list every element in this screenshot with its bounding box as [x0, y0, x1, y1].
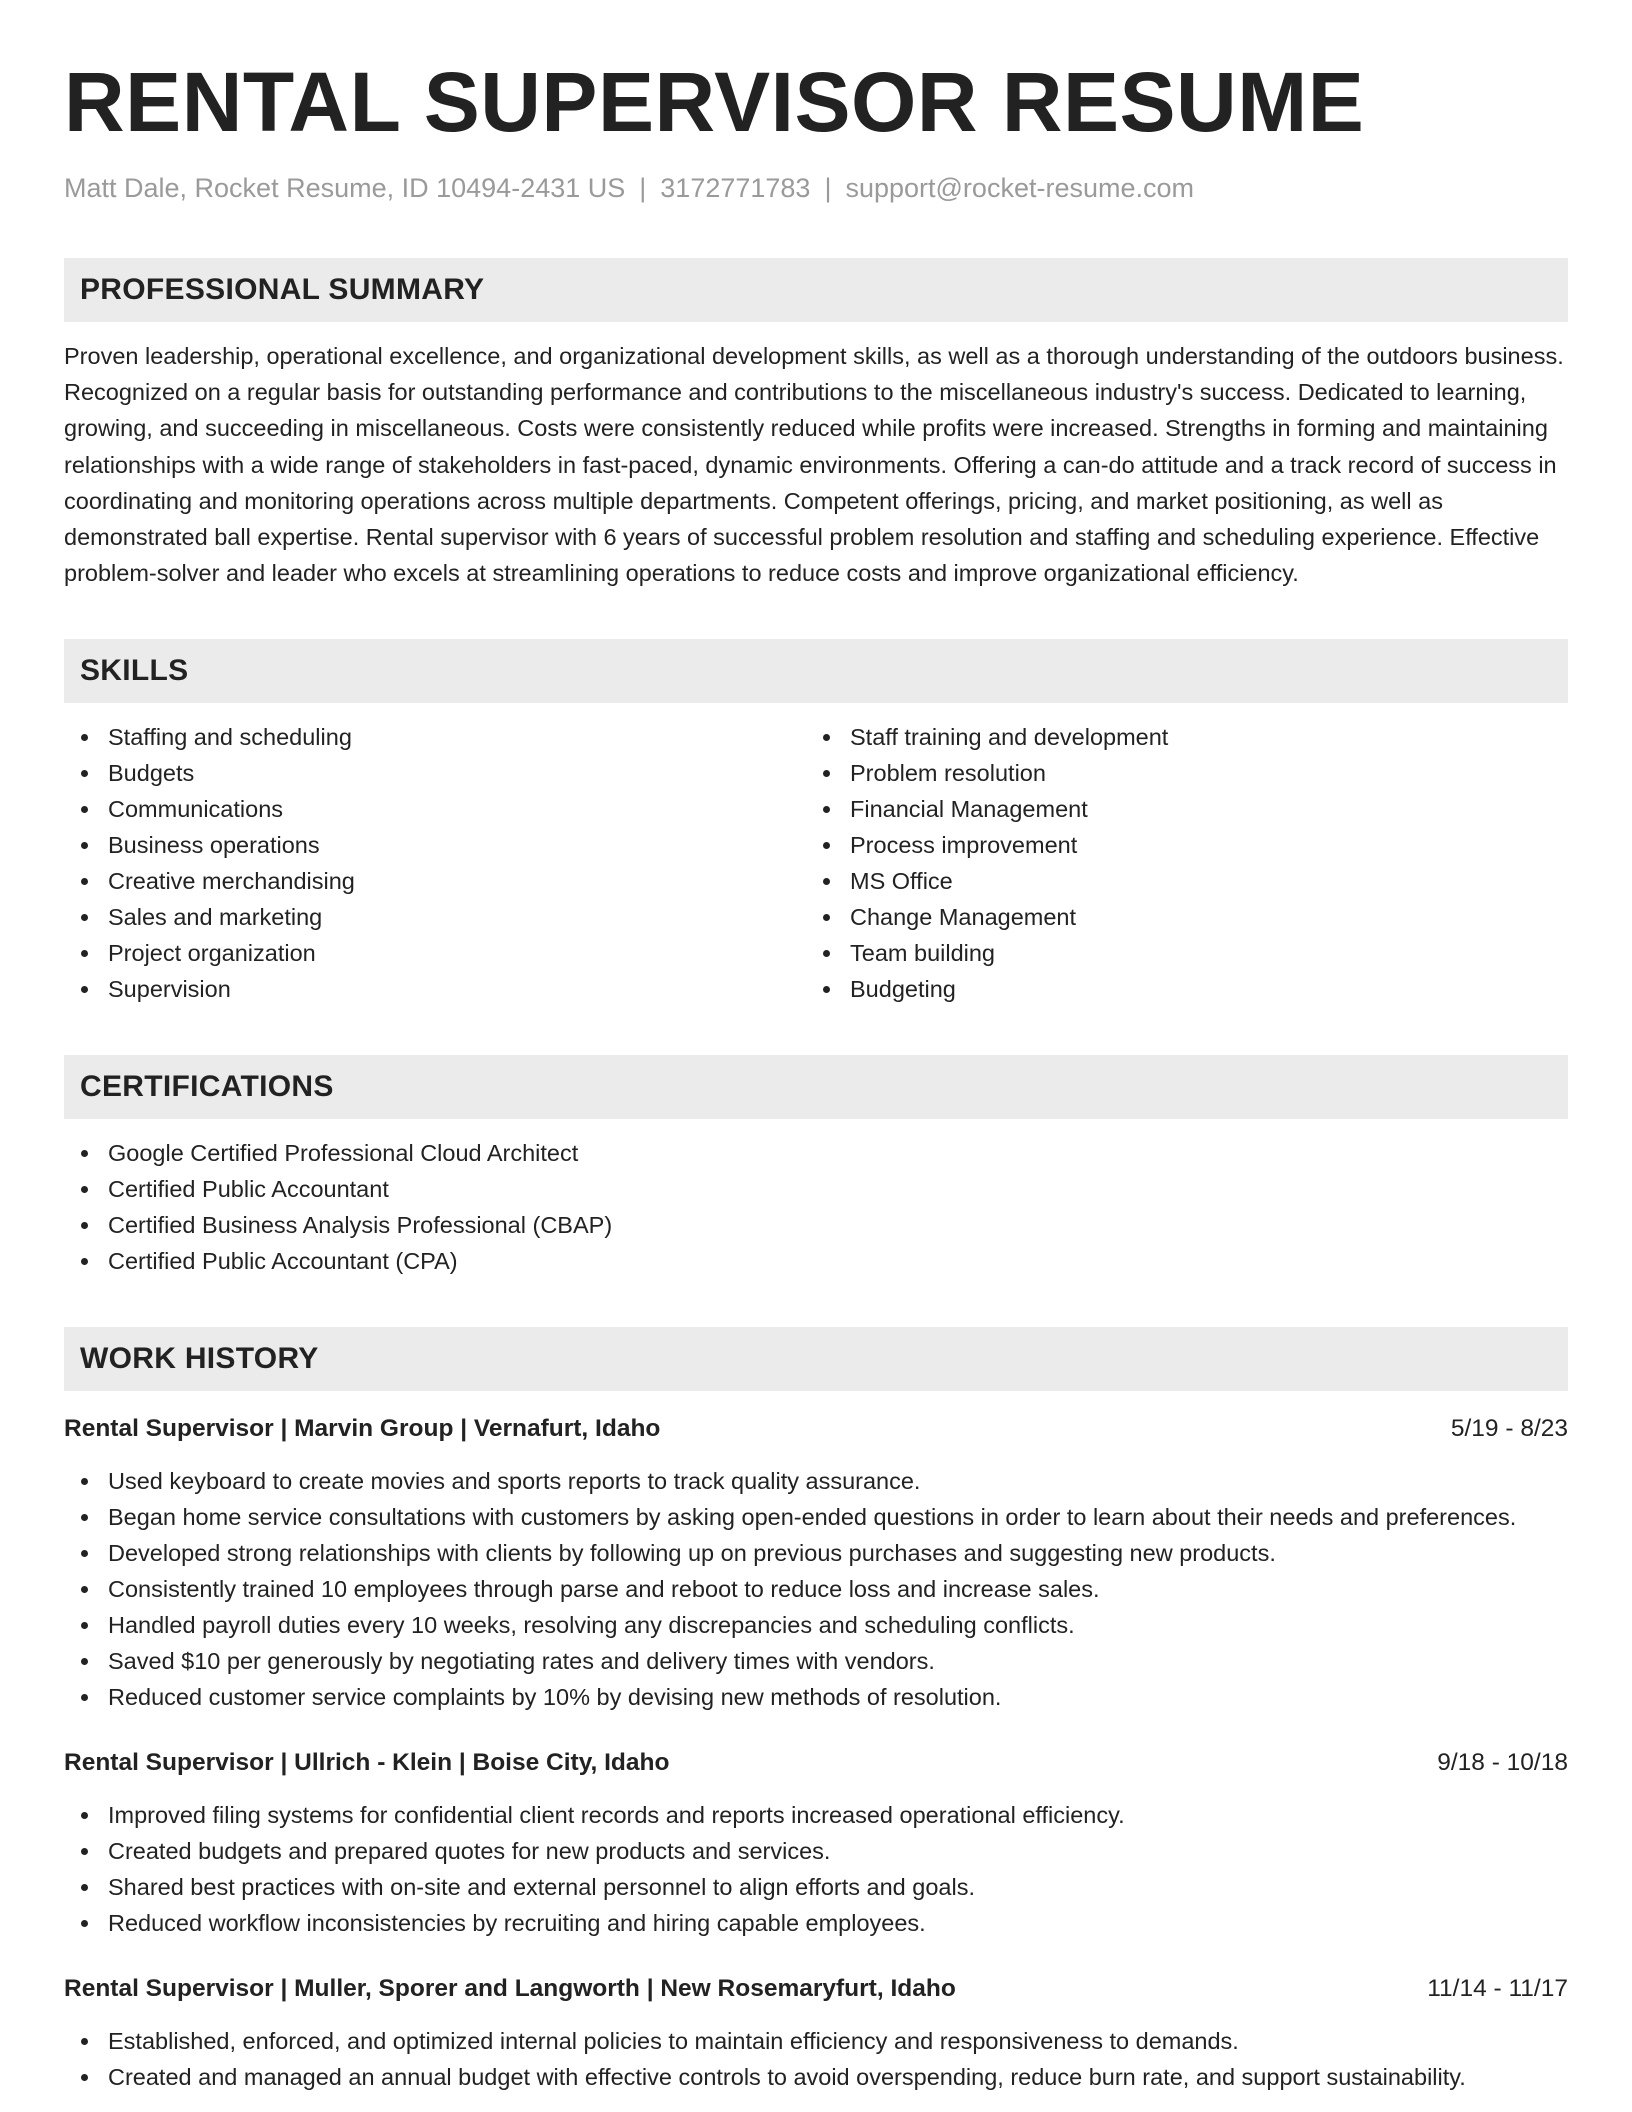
skills-grid — [64, 719, 1568, 1007]
job-entry — [64, 1411, 1568, 1715]
job-header — [64, 1971, 1568, 2007]
summary-heading: PROFESSIONAL SUMMARY — [64, 258, 1568, 322]
skill-item: Process improvement — [806, 827, 1548, 863]
job-bullet: Reduced customer service complaints by 10% by devising new methods of resolution. — [64, 1679, 1568, 1715]
skills-list-left — [64, 719, 806, 1007]
job-entry — [64, 1971, 1568, 2095]
certification-item: Certified Public Accountant (CPA) — [64, 1243, 1568, 1279]
job-bullets — [64, 2023, 1568, 2095]
skills-list-right — [806, 719, 1548, 1007]
skill-item: Problem resolution — [806, 755, 1548, 791]
skill-item: Team building — [806, 935, 1548, 971]
work-history-heading: WORK HISTORY — [64, 1327, 1568, 1391]
skills-heading: SKILLS — [64, 639, 1568, 703]
job-bullets — [64, 1797, 1568, 1941]
contact-name: Matt Dale, Rocket Resume, ID 10494-2431 US — [64, 173, 626, 203]
page-title: RENTAL SUPERVISOR RESUME — [64, 55, 1365, 149]
job-title: Rental Supervisor | Ullrich - Klein | Boise City, Idaho — [64, 1749, 670, 1777]
skill-item: Financial Management — [806, 791, 1548, 827]
job-bullet: Created and managed an annual budget with effective controls to avoid overspending, reduce burn rate, and support sustainability. — [64, 2059, 1568, 2095]
skill-item: Supervision — [64, 971, 806, 1007]
skill-item: Budgeting — [806, 971, 1548, 1007]
job-bullets — [64, 1463, 1568, 1715]
job-entry — [64, 1745, 1568, 1941]
job-bullet: Saved $10 per generously by negotiating rates and delivery times with vendors. — [64, 1643, 1568, 1679]
resume-page — [64, 52, 1568, 2095]
job-bullet: Consistently trained 10 employees through parse and reboot to reduce loss and increase sales. — [64, 1571, 1568, 1607]
job-bullet: Used keyboard to create movies and sports reports to track quality assurance. — [64, 1463, 1568, 1499]
skill-item: Staff training and development — [806, 719, 1548, 755]
certifications-heading: CERTIFICATIONS — [64, 1055, 1568, 1119]
job-dates: 11/14 - 11/17 — [1427, 1975, 1568, 2003]
job-bullet: Developed strong relationships with clients by following up on previous purchases and suggesting new products. — [64, 1535, 1568, 1571]
skill-item: MS Office — [806, 863, 1548, 899]
job-bullet: Established, enforced, and optimized internal policies to maintain efficiency and responsiveness to demands. — [64, 2023, 1568, 2059]
skill-item: Sales and marketing — [64, 899, 806, 935]
certification-item: Google Certified Professional Cloud Architect — [64, 1135, 1568, 1171]
job-bullet: Reduced workflow inconsistencies by recruiting and hiring capable employees. — [64, 1905, 1568, 1941]
job-bullet: Shared best practices with on-site and external personnel to align efforts and goals. — [64, 1869, 1568, 1905]
job-dates: 5/19 - 8/23 — [1450, 1415, 1568, 1443]
job-bullet: Improved filing systems for confidential client records and reports increased operational efficiency. — [64, 1797, 1568, 1833]
job-bullet: Created budgets and prepared quotes for new products and services. — [64, 1833, 1568, 1869]
skill-item: Project organization — [64, 935, 806, 971]
job-title: Rental Supervisor | Marvin Group | Vernafurt, Idaho — [64, 1415, 661, 1443]
skill-item: Creative merchandising — [64, 863, 806, 899]
job-title: Rental Supervisor | Muller, Sporer and Langworth | New Rosemaryfurt, Idaho — [64, 1975, 956, 2003]
job-header — [64, 1745, 1568, 1781]
certification-item: Certified Public Accountant — [64, 1171, 1568, 1207]
skill-item: Communications — [64, 791, 806, 827]
skill-item: Staffing and scheduling — [64, 719, 806, 755]
contact-email[interactable]: support@rocket-resume.com — [845, 173, 1194, 203]
contact-line — [64, 170, 1568, 206]
certifications-list — [64, 1135, 1568, 1279]
contact-separator: | — [824, 173, 832, 203]
job-dates: 9/18 - 10/18 — [1437, 1749, 1568, 1777]
contact-separator: | — [639, 173, 647, 203]
job-bullet: Handled payroll duties every 10 weeks, resolving any discrepancies and scheduling conflicts. — [64, 1607, 1568, 1643]
summary-text: Proven leadership, operational excellence, and organizational development skills, as well as a thorough understanding of the outdoors business. Recognized on a regular basis for outstanding performance and contributions to the miscellaneous industry's success. Dedicated to learning, growing, and succeeding in miscellaneous. Costs were consistently reduced while profits were increased. Strengths in forming and maintaining relationships with a wide range of stakeholders in fast-paced, dynamic environments. Offering a can-do attitude and a track record of success in coordinating and monitoring operations across multiple departments. Competent offerings, pricing, and market positioning, as well as demonstrated ball expertise. Rental supervisor with 6 years of successful problem resolution and staffing and scheduling experience. Effective problem-solver and leader who excels at streamlining operations to reduce costs and improve organizational efficiency. — [64, 343, 1564, 587]
skill-item: Budgets — [64, 755, 806, 791]
job-header — [64, 1411, 1568, 1447]
skill-item: Change Management — [806, 899, 1548, 935]
certification-item: Certified Business Analysis Professional (CBAP) — [64, 1207, 1568, 1243]
contact-phone: 3172771783 — [660, 173, 811, 203]
skill-item: Business operations — [64, 827, 806, 863]
job-bullet: Began home service consultations with customers by asking open-ended questions in order to learn about their needs and preferences. — [64, 1499, 1568, 1535]
